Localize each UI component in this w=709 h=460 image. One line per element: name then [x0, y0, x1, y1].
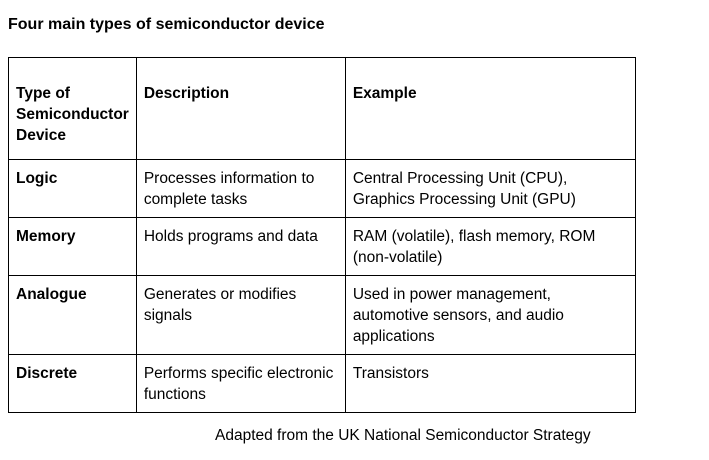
header-example: Example	[345, 58, 635, 160]
cell-example: Used in power management, automotive sensors, and audio applications	[345, 276, 635, 355]
page-title: Four main types of semiconductor device	[8, 16, 325, 33]
semiconductor-table	[8, 57, 636, 413]
source-caption: Adapted from the UK National Semiconductor Strategy	[215, 427, 591, 444]
table-row	[9, 160, 636, 218]
table-header-row	[9, 58, 636, 160]
cell-description: Processes information to complete tasks	[136, 160, 345, 218]
header-type: Type of Semiconductor Device	[9, 58, 137, 160]
cell-type: Logic	[9, 160, 137, 218]
table-row	[9, 218, 636, 276]
cell-example: RAM (volatile), flash memory, ROM (non-volatile)	[345, 218, 635, 276]
cell-type: Discrete	[9, 355, 137, 413]
cell-description: Performs specific electronic functions	[136, 355, 345, 413]
cell-type: Analogue	[9, 276, 137, 355]
cell-example: Central Processing Unit (CPU), Graphics Processing Unit (GPU)	[345, 160, 635, 218]
table-row	[9, 355, 636, 413]
cell-example: Transistors	[345, 355, 635, 413]
cell-description: Holds programs and data	[136, 218, 345, 276]
table-row	[9, 276, 636, 355]
header-description: Description	[136, 58, 345, 160]
cell-type: Memory	[9, 218, 137, 276]
cell-description: Generates or modifies signals	[136, 276, 345, 355]
